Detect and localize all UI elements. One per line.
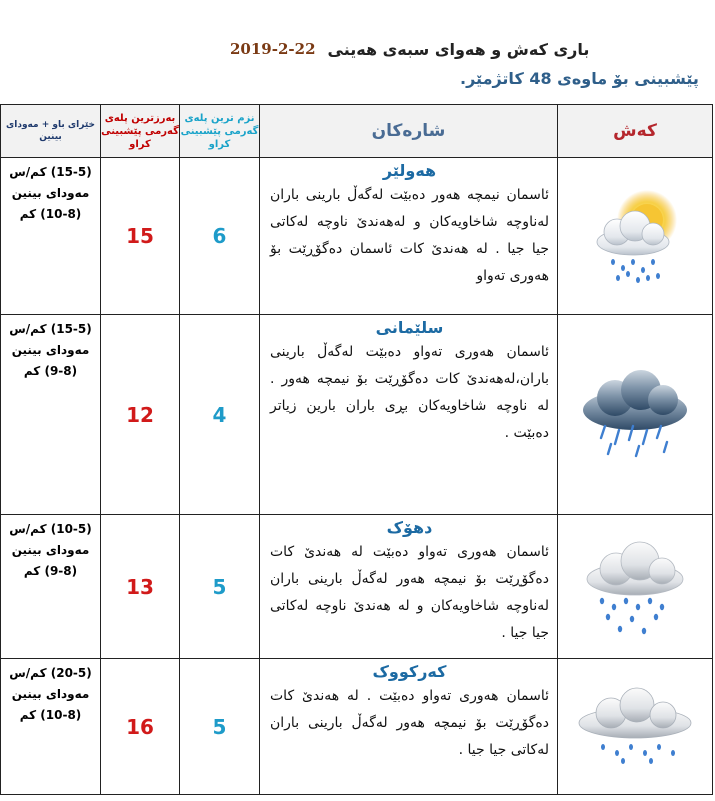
max-temp: 13 <box>101 515 180 659</box>
visibility-value: (10-8) کم <box>19 207 82 221</box>
max-temp: 16 <box>101 659 180 795</box>
wind-visibility-cell <box>1 659 101 795</box>
table-header-row <box>1 105 713 158</box>
cloud-rain-icon <box>580 537 690 637</box>
max-temp: 15 <box>101 158 180 315</box>
wind-visibility-cell <box>1 158 101 315</box>
visibility-value: (9-8) کم <box>23 364 78 378</box>
header-cities: شارەکان <box>260 105 558 158</box>
min-temp: 4 <box>180 315 260 515</box>
min-temp: 6 <box>180 158 260 315</box>
forecast-text: ئاسمان هەوری تەواو دەبێت لە هەندێ کات دەگۆڕێت بۆ نیمچە هەور لەگەڵ بارینی باران لەناوچە شاخاویەکان و لە هەندێ ناوچە لەکاتی جیا جیا . <box>270 544 549 641</box>
header-wind-visibility: خێرای باو + مەودای بینین <box>1 105 101 158</box>
wind-speed: (20-5) کم/س <box>9 666 92 680</box>
header-min-temp: نزم ترین پلەی گەرمی پێشبینی کراو <box>180 105 260 158</box>
city-name: هەولێر <box>382 161 437 180</box>
dark-cloud-heavy-rain-icon <box>575 370 695 460</box>
min-temp: 5 <box>180 659 260 795</box>
cloud-light-rain-icon <box>573 687 697 767</box>
page-title <box>230 38 610 60</box>
table-row <box>1 659 713 795</box>
forecast-title: باری کەش و هەوای سبەی هەینی <box>327 39 590 59</box>
forecast-text: ئاسمان هەوری تەواو دەبێت لەگەڵ بارینی باران،لەهەندێ کات دەگۆڕێت بۆ نیمچە هەور . لە ناوچە شاخاویەکان بڕی باران بارین زیاتر دەبێت . <box>270 344 549 441</box>
visibility-label: مەودای بینین <box>11 343 90 357</box>
city-forecast-cell <box>260 515 558 659</box>
wind-speed: (15-5) کم/س <box>9 165 92 179</box>
city-forecast-cell <box>260 659 558 795</box>
city-forecast-cell <box>260 158 558 315</box>
forecast-subtitle: پێشبینی بۆ ماوەی 48 کاتژمێر. <box>460 69 699 88</box>
weather-icon-cell <box>558 659 713 795</box>
wind-speed: (10-5) کم/س <box>9 522 92 536</box>
wind-visibility-cell <box>1 515 101 659</box>
city-name: کەرکووک <box>372 662 447 681</box>
forecast-text: ئاسمان نیمچە هەور دەبێت لەگەڵ بارینی باران لەناوچە شاخاویەکان و لەهەندێ ناوچە لەکاتی جیا جیا . لە هەندێ کات ئاسمان دەگۆڕێت بۆ هەوری تەواو <box>270 187 549 284</box>
max-temp: 12 <box>101 315 180 515</box>
city-forecast-cell <box>260 315 558 515</box>
visibility-label: مەودای بینین <box>11 543 90 557</box>
city-name: سلێمانی <box>375 318 444 337</box>
header-max-temp: بەرزترین پلەی گەرمی پێشبینی کراو <box>101 105 180 158</box>
weather-icon-cell <box>558 315 713 515</box>
table-row <box>1 315 713 515</box>
weather-icon-cell <box>558 515 713 659</box>
weather-icon-cell <box>558 158 713 315</box>
visibility-label: مەودای بینین <box>11 687 90 701</box>
table-row <box>1 515 713 659</box>
wind-visibility-cell <box>1 315 101 515</box>
wind-speed: (15-5) کم/س <box>9 322 92 336</box>
header-weather: کەش <box>558 105 713 158</box>
forecast-date: 2019-2-22 <box>230 40 316 58</box>
min-temp: 5 <box>180 515 260 659</box>
table-row <box>1 158 713 315</box>
visibility-label: مەودای بینین <box>11 186 90 200</box>
city-name: دهۆک <box>386 518 433 537</box>
visibility-value: (9-8) کم <box>23 564 78 578</box>
weather-table <box>0 104 713 795</box>
visibility-value: (10-8) کم <box>19 708 82 722</box>
sun-cloud-rain-icon <box>585 186 685 286</box>
forecast-text: ئاسمان هەوری تەواو دەبێت . لە هەندێ کات دەگۆڕێت بۆ نیمچە هەور لەگەڵ بارینی باران لەکاتی جیا جیا . <box>270 688 549 758</box>
